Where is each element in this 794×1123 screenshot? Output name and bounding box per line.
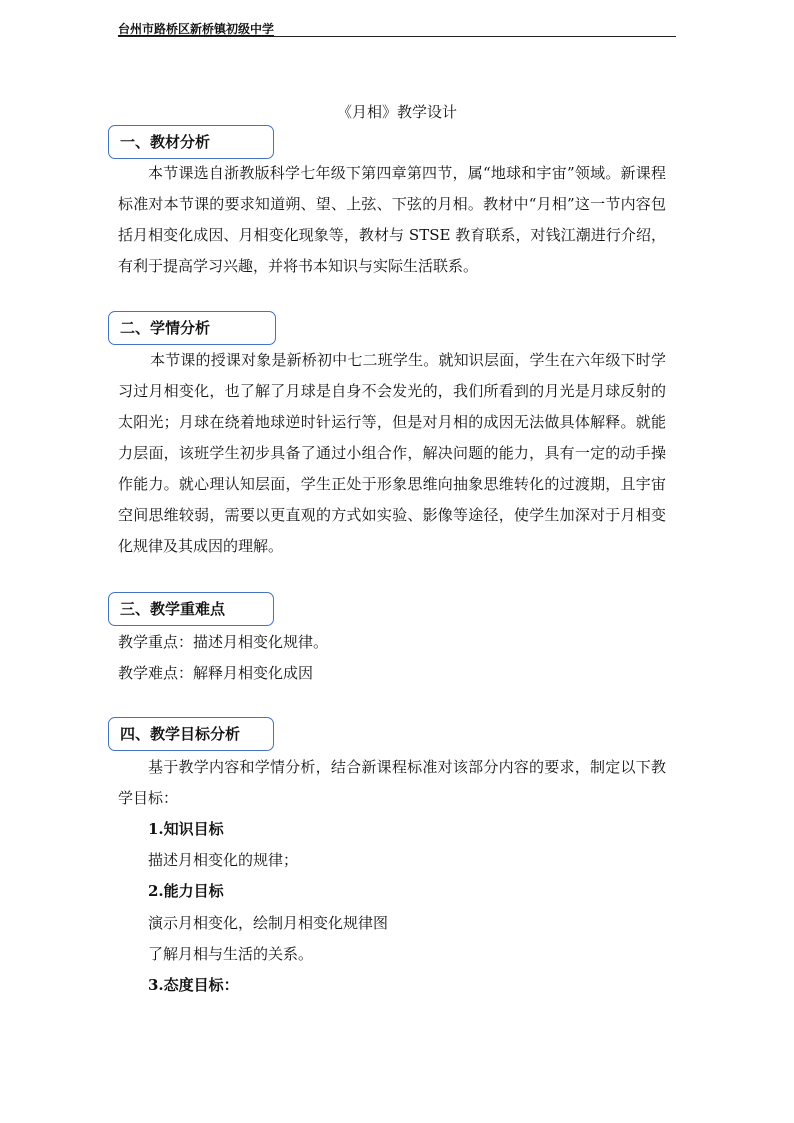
document-title: 《月相》教学设计 bbox=[336, 103, 457, 121]
difficult-point-line: 教学难点：解释月相变化成因 bbox=[118, 664, 314, 682]
ability-goal-title: 2.能力目标 bbox=[148, 882, 224, 900]
student-analysis-paragraph: 本节课的授课对象是新桥初中七二班学生。就知识层面，学生在六年级下时学习过月相变化，也了解了月球是自身不会发光的，我们所看到的月光是月球反射的太阳光；月球在绕着地球逆时针运行等，但是对月相的成因无法做具体解释。就能力层面，该班学生初步具备了通过小组合作，解决问题的能力，具有一定的动手操作能力。就心理认知层面，学生正处于形象思维向抽象思维转化的过渡期，且宇宙空间思维较弱，需要以更直观的方式如实验、影像等途径，使学生加深对于月相变化规律及其成因的理解。 bbox=[118, 351, 666, 555]
ability-goal-item-1: 演示月相变化，绘制月相变化规律图 bbox=[148, 914, 389, 932]
school-name: 台州市路桥区新桥镇初级中学 bbox=[118, 22, 275, 36]
section-heading-student-analysis: 二、学情分析 bbox=[108, 311, 276, 345]
ability-goal-item-2: 了解月相与生活的关系。 bbox=[148, 945, 314, 963]
knowledge-goal-title: 1.知识目标 bbox=[148, 820, 224, 838]
knowledge-goal-item: 描述月相变化的规律； bbox=[148, 851, 299, 869]
page-header bbox=[118, 18, 676, 37]
section-heading-teaching-goals: 四、教学目标分析 bbox=[108, 717, 274, 751]
textbook-analysis-paragraph: 本节课选自浙教版科学七年级下第四章第四节，属“地球和宇宙”领域。新课程标准对本节课的要求知道朔、望、上弦、下弦的月相。教材中“月相”这一节内容包括月相变化成因、月相变化现象等，教材与 STSE 教育联系，对钱江潮进行介绍，有利于提高学习兴趣，并将书本知识与实际生活联系。 bbox=[118, 164, 666, 275]
teaching-goals-intro-paragraph: 基于教学内容和学情分析，结合新课程标准对该部分内容的要求，制定以下教学目标： bbox=[118, 758, 666, 807]
section-heading-textbook-analysis: 一、教材分析 bbox=[108, 125, 274, 159]
section-heading-key-points: 三、教学重难点 bbox=[108, 592, 274, 626]
key-point-line: 教学重点：描述月相变化规律。 bbox=[118, 633, 329, 651]
attitude-goal-title: 3.态度目标： bbox=[148, 976, 239, 994]
